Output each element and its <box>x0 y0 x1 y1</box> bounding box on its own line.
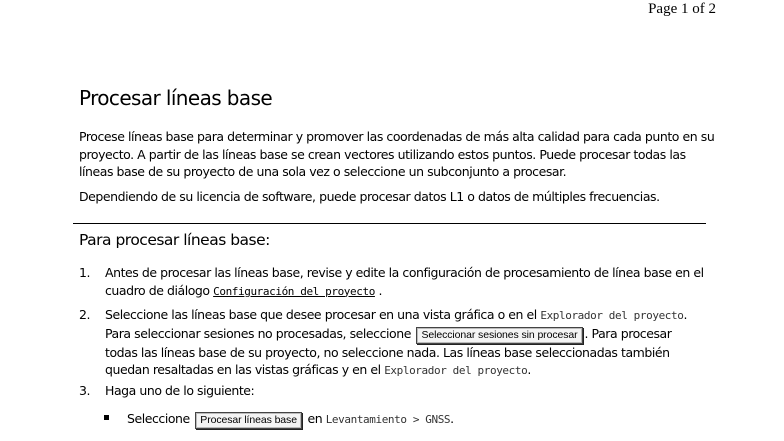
process-baselines-button[interactable]: Procesar líneas base <box>195 412 302 429</box>
step-number: 1. <box>79 265 91 280</box>
step-2-text-mid2: . Para procesar todas las líneas base de su proyecto, no seleccione nada. Las líneas base seleccionadas también quedan resaltadas en las vistas gráficas y en el <box>105 325 672 377</box>
step-2-text-post: . <box>527 362 531 377</box>
project-explorer-ref: Explorador del proyecto <box>540 309 684 322</box>
step-text: Haga uno de lo siguiente: <box>105 383 255 398</box>
step-text <box>105 264 705 300</box>
step-2-text-pre: Seleccione las líneas base que desee procesar en una vista gráfica o en el <box>105 307 541 322</box>
step-number: 2. <box>79 307 91 322</box>
page-title: Procesar líneas base <box>79 86 273 110</box>
step-2-text-mid1: . Para seleccionar sesiones no procesadas, seleccione <box>105 307 687 341</box>
bullet-text-pre: Seleccione <box>127 411 194 426</box>
page-number: Page 1 of 2 <box>648 1 716 17</box>
select-unprocessed-sessions-button[interactable]: Seleccionar sesiones sin procesar <box>416 327 582 344</box>
section-divider <box>73 223 706 224</box>
step-1-text-pre: Antes de procesar las líneas base, revise y edite la configuración de procesamiento de línea base en el cuadro de diálogo <box>105 265 704 298</box>
menu-path-ref: Levantamiento > GNSS <box>325 413 451 426</box>
project-settings-link[interactable]: Configuración del proyecto <box>213 284 375 298</box>
project-explorer-ref: Explorador del proyecto <box>384 364 528 377</box>
procedure-heading: Para procesar líneas base: <box>79 231 270 249</box>
step-text <box>105 306 705 380</box>
intro-paragraph-1: Procese líneas base para determinar y promover las coordenadas de más alta calidad para cada punto en su proyecto. A partir de las líneas base se crean vectores utilizando estos puntos. Puede procesar todas las líneas base de su proyecto de una sola vez o seleccione un subconjunto a procesar. <box>79 129 715 179</box>
step-1-text-post: . <box>374 282 382 298</box>
bullet-text-post: . <box>450 411 454 426</box>
bullet-text-mid: en <box>303 411 326 426</box>
bullet-square-icon <box>104 415 109 420</box>
intro-paragraph-2: Dependiendo de su licencia de software, puede procesar datos L1 o datos de múltiples frecuencias. <box>79 189 660 204</box>
bullet-item <box>104 410 454 429</box>
step-number: 3. <box>79 383 91 398</box>
